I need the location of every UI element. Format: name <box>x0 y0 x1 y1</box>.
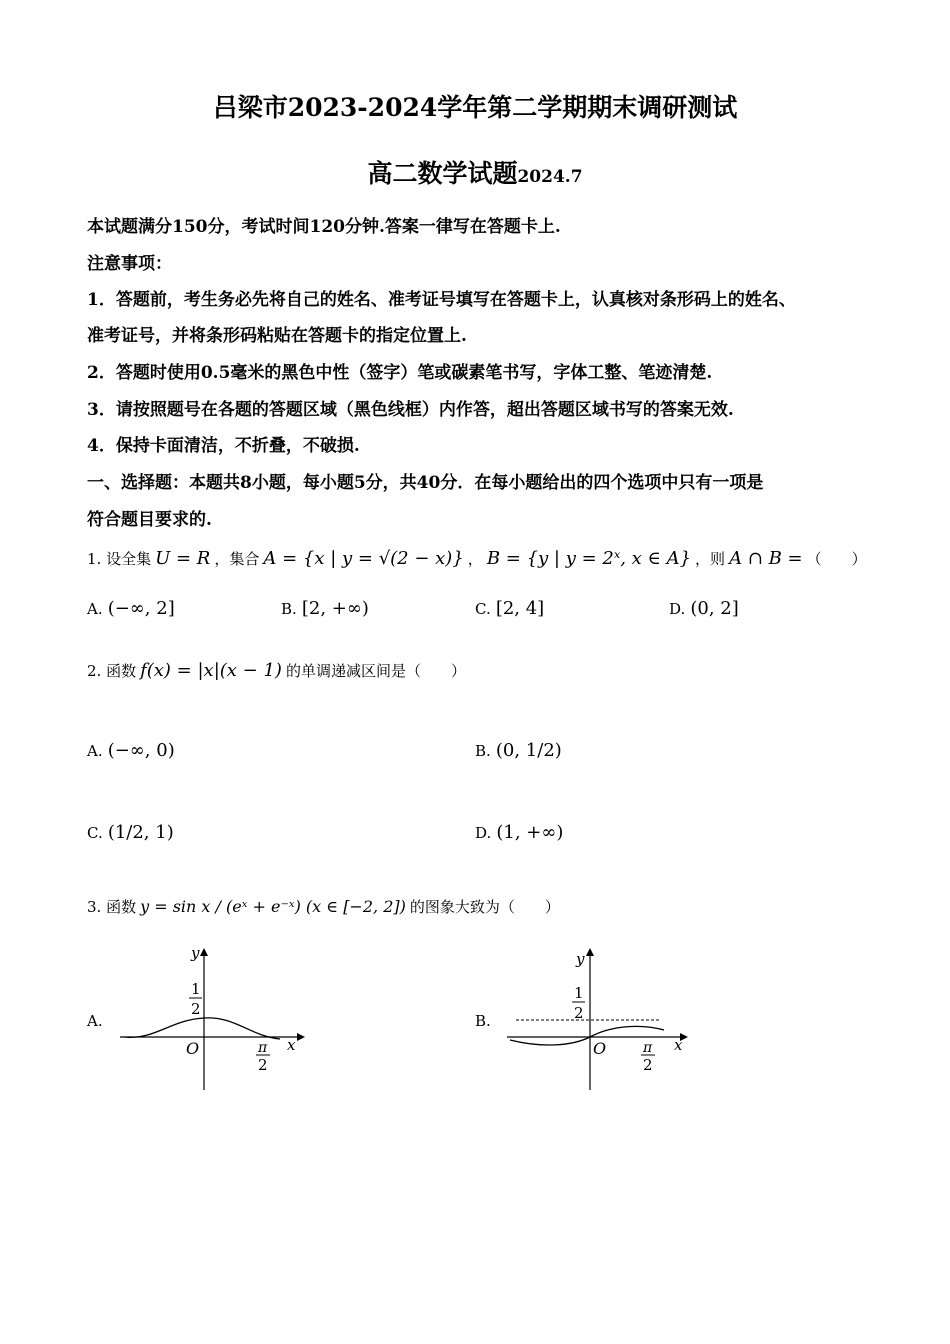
note-line: 4．保持卡面清洁，不折叠，不破损. <box>87 436 360 456</box>
y-mark-denominator: 2 <box>574 1004 584 1022</box>
section-heading: 一、选择题：本题共8小题，每小题5分，共40分．在每小题给出的四个选项中只有一项是 <box>87 473 764 493</box>
question-3 <box>87 896 560 917</box>
notes-title: 注意事项： <box>87 254 172 274</box>
q1-comma: ， <box>467 550 483 568</box>
x-mark-denominator: 2 <box>258 1056 268 1074</box>
option-value: (1/2, 1) <box>107 822 174 843</box>
q1-option-b[interactable] <box>281 598 369 619</box>
option-value: (−∞, 0) <box>107 740 175 761</box>
q3-prefix: 3. 函数 <box>87 898 137 916</box>
y-axis-label: y <box>191 944 200 962</box>
q1-expression: A ∩ B = <box>729 548 803 569</box>
option-label: D. <box>475 824 492 842</box>
x-mark-numerator: π <box>643 1040 653 1056</box>
note-line: 准考证号，并将条形码粘贴在答题卡的指定位置上. <box>87 326 467 346</box>
page-title: 吕梁市2023-2024学年第二学期期末调研测试 <box>212 93 738 122</box>
q1-answer-paren: （ ） <box>806 550 867 568</box>
q2-function: f(x) = |x|(x − 1) <box>140 660 282 681</box>
q1-set-a: A = {x | y = √(2 − x)} <box>263 548 464 569</box>
option-value: [2, 4] <box>495 598 545 619</box>
option-value: (0, 1/2) <box>495 740 562 761</box>
q2-suffix: 的单调递减区间是（ ） <box>285 662 466 680</box>
option-label: B. <box>475 742 491 760</box>
y-mark-numerator: 1 <box>574 984 584 1002</box>
q1-mid1: ，集合 <box>214 550 260 568</box>
q1-set-b: B = {y | y = 2ˣ, x ∈ A} <box>486 548 692 569</box>
option-value: (1, +∞) <box>496 822 564 843</box>
origin-label: O <box>186 1039 200 1058</box>
q1-option-a[interactable] <box>87 598 175 619</box>
x-mark-denominator: 2 <box>643 1056 653 1074</box>
intro-text: 本试题满分150分，考试时间120分钟.答案一律写在答题卡上. <box>87 217 561 237</box>
note-line: 2．答题时使用0.5毫米的黑色中性（签字）笔或碳素笔书写，字体工整、笔迹清楚. <box>87 363 713 383</box>
curve <box>125 1018 280 1039</box>
option-label: D. <box>669 600 686 618</box>
q3-suffix: 的图象大致为（ ） <box>409 898 560 916</box>
subtitle-text: 高二数学试题 <box>367 159 518 188</box>
exam-date: 2024.7 <box>517 167 583 187</box>
q3-graph-a[interactable] <box>115 940 315 1095</box>
option-label: A. <box>87 742 103 760</box>
note-line: 1．答题前，考生务必先将自己的姓名、准考证号填写在答题卡上，认真核对条形码上的姓名、 <box>87 290 796 310</box>
option-value: [2, +∞) <box>301 598 369 619</box>
option-value: (0, 2] <box>690 598 739 619</box>
y-axis-label: y <box>576 950 585 968</box>
q3-option-a-label[interactable]: A. <box>87 1012 103 1030</box>
y-axis-arrow <box>586 948 594 956</box>
q1-prefix: 1. 设全集 <box>87 550 152 568</box>
q1-option-c[interactable] <box>475 598 544 619</box>
q2-option-d[interactable] <box>475 822 563 843</box>
question-1 <box>87 548 867 569</box>
option-value: (−∞, 2] <box>107 598 175 619</box>
option-label: C. <box>87 824 103 842</box>
y-mark-denominator: 2 <box>191 1000 201 1018</box>
curve <box>510 1026 664 1045</box>
option-label: B. <box>281 600 297 618</box>
x-axis-label: x <box>674 1036 683 1054</box>
q1-mid2: ，则 <box>695 550 726 568</box>
option-label: C. <box>475 600 491 618</box>
q2-option-a[interactable] <box>87 740 175 761</box>
q2-option-c[interactable] <box>87 822 174 843</box>
q1-option-d[interactable] <box>669 598 739 619</box>
question-2 <box>87 660 466 681</box>
q3-option-b-label[interactable]: B. <box>475 1012 491 1030</box>
note-line: 3．请按照题号在各题的答题区域（黑色线框）内作答，超出答题区域书写的答案无效. <box>87 400 734 420</box>
origin-label: O <box>593 1039 607 1058</box>
q2-prefix: 2. 函数 <box>87 662 137 680</box>
x-mark-numerator: π <box>258 1040 268 1056</box>
x-axis-label: x <box>287 1036 296 1054</box>
q3-graph-b[interactable] <box>502 940 702 1095</box>
page-subtitle <box>0 154 950 190</box>
section-heading-cont: 符合题目要求的. <box>87 510 212 530</box>
q1-universal-set: U = R <box>155 548 211 569</box>
y-mark-numerator: 1 <box>191 980 201 998</box>
q3-function: y = sin x / (eˣ + e⁻ˣ) (x ∈ [−2, 2]) <box>140 897 406 916</box>
option-label: A. <box>87 600 103 618</box>
x-axis-arrow <box>297 1033 305 1041</box>
y-axis-arrow <box>200 948 208 956</box>
q2-option-b[interactable] <box>475 740 562 761</box>
